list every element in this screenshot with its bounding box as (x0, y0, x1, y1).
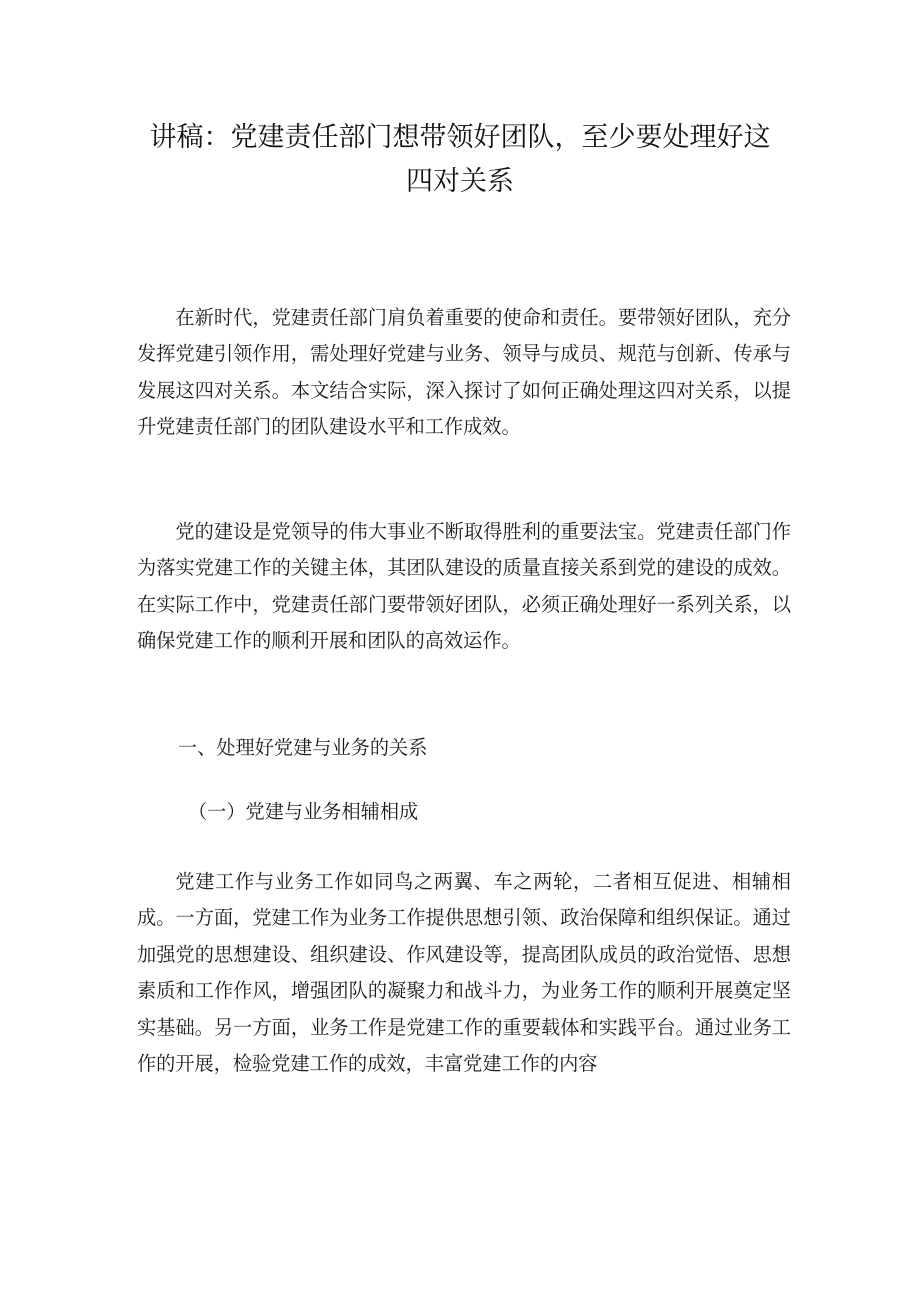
section-heading: 一、处理好党建与业务的关系 (178, 736, 428, 759)
title-line-1: 讲稿：党建责任部门想带领好团队，至少要处理好这 (149, 122, 771, 153)
section-paragraph: 党建工作与业务工作如同鸟之两翼、车之两轮，二者相互促进、相辅相成。一方面，党建工作为业务工作提供思想引领、政治保障和组织保证。通过加强党的思想建设、组织建设、作风建设等，提高团队成员的政治觉悟、思想素质和工作作风，增强团队的凝聚力和战斗力，为业务工作的顺利开展奠定坚实基础。另一方面，业务工作是党建工作的重要载体和实践平台。通过业务工作的开展，检验党建工作的成效，丰富党建工作的内容 (137, 870, 791, 1076)
background-paragraph: 党的建设是党领导的伟大事业不断取得胜利的重要法宝。党建责任部门作为落实党建工作的关键主体，其团队建设的质量直接关系到党的建设的成效。在实际工作中，党建责任部门要带领好团队，必须正确处理好一系列关系，以确保党建工作的顺利开展和团队的高效运作。 (137, 520, 791, 653)
subsection-heading: （一）党建与业务相辅相成 (188, 800, 419, 823)
document-title (120, 116, 800, 204)
title-line-2: 四对关系 (406, 166, 514, 197)
intro-paragraph: 在新时代，党建责任部门肩负着重要的使命和责任。要带领好团队，充分发挥党建引领作用，需处理好党建与业务、领导与成员、规范与创新、传承与发展这四对关系。本文结合实际，深入探讨了如何正确处理这四对关系，以提升党建责任部门的团队建设水平和工作成效。 (137, 306, 791, 439)
